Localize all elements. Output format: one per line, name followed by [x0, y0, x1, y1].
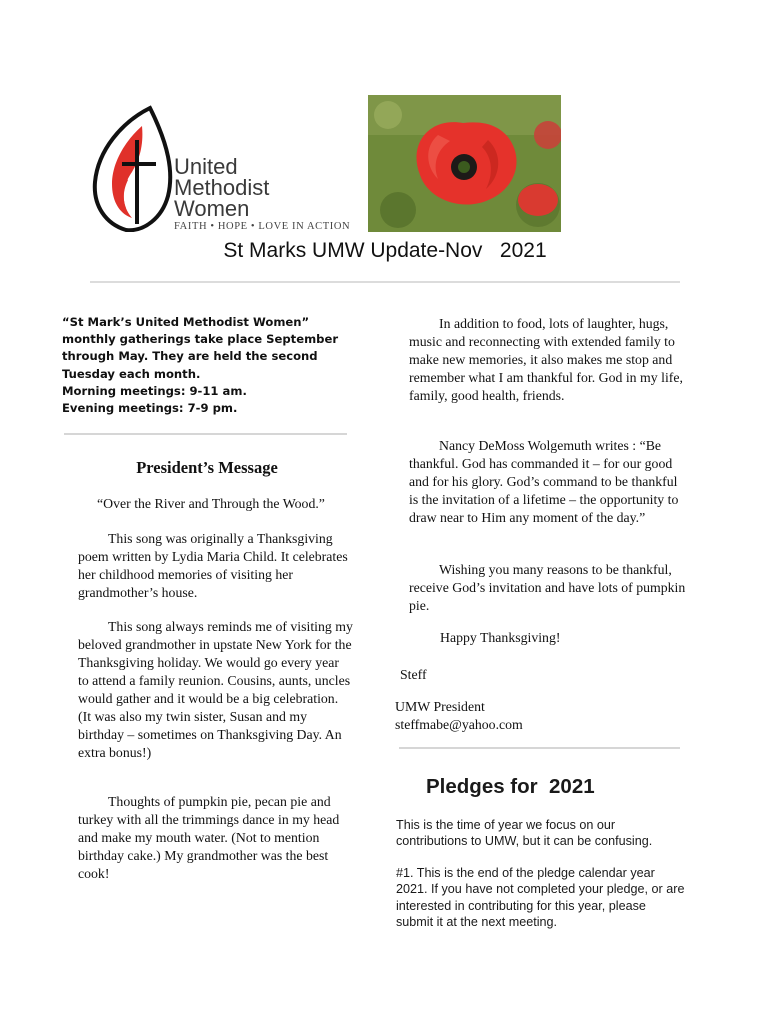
pledges-paragraph-2: #1. This is the end of the pledge calendar year 2021. If you have not completed your pledge, or are interested in contributing for this year, please submit it at the next meeting. [396, 866, 685, 929]
org-name-line3: Women [174, 196, 250, 221]
poppy-image [368, 95, 561, 232]
song-title-quote: “Over the River and Through the Wood.” [97, 496, 325, 511]
wishes-paragraph: Wishing you many reasons to be thankful, receive God’s invitation and have lots of pumpkin pie. [409, 562, 686, 613]
morning-meetings: Morning meetings: 9-11 am. [62, 383, 247, 398]
presidents-message-paragraph-3: Thoughts of pumpkin pie, pecan pie and turkey with all the trimmings dance in my head and make my mouth water. (Not to mention birthday cake.) My grandmother was the best cook! [78, 794, 340, 881]
president-email: steffmabe@yahoo.com [395, 717, 523, 732]
wolgemuth-quote-paragraph: Nancy DeMoss Wolgemuth writes : “Be thankful. God has commanded it – for our good and for his glory. God’s command to be thankful is the invitation of a lifetime – the opportunity to draw near to Him any moment of the day.” [409, 438, 679, 525]
greeting: Happy Thanksgiving! [440, 630, 561, 645]
pledges-heading: Pledges for 2021 [426, 775, 595, 798]
left-divider [64, 433, 347, 435]
presidents-message-paragraph-2: This song always reminds me of visiting my beloved grandmother in upstate New York for the Thanksgiving holiday. We would go every year to attend a family reunion. Cousins, aunts, uncles would gather and it would be a big celebration. (It was also my twin sister, Susan and my birthday – sometimes on Thanksgiving Day. An extra bonus!) [78, 619, 353, 760]
umw-logo [92, 104, 372, 234]
org-name-line2: Methodist [174, 175, 270, 200]
presidents-message-heading: President’s Message [136, 458, 278, 477]
logo-tagline: FAITH • HOPE • LOVE IN ACTION [174, 221, 351, 232]
signature: Steff [400, 667, 427, 682]
meeting-info [62, 314, 352, 417]
signature-block [395, 698, 673, 734]
org-name [174, 156, 269, 219]
poppy-photo [368, 95, 561, 232]
page-title: St Marks UMW Update-Nov 2021 [223, 239, 547, 262]
president-role: UMW President [395, 699, 485, 714]
presidents-message-paragraph-1: This song was originally a Thanksgiving poem written by Lydia Maria Child. It celebrates her childhood memories of visiting her grandmother’s house. [78, 531, 348, 600]
evening-meetings: Evening meetings: 7-9 pm. [62, 401, 238, 416]
cross-and-flame-icon [92, 104, 174, 232]
title-divider [90, 281, 680, 283]
pledges-paragraph-1: This is the time of year we focus on our contributions to UMW, but it can be confusing. [396, 818, 653, 849]
meeting-info-description: “St Mark’s United Methodist Women” monthly gatherings take place September through May. They are held the second Tuesday each month. [62, 315, 339, 381]
org-name-line1: United [174, 154, 238, 179]
thankful-paragraph: In addition to food, lots of laughter, hugs, music and reconnecting with extended family to make new memories, it also makes me stop and remember what I am thankful for. God in my life, family, good health, friends. [409, 316, 683, 403]
right-divider [399, 747, 680, 749]
